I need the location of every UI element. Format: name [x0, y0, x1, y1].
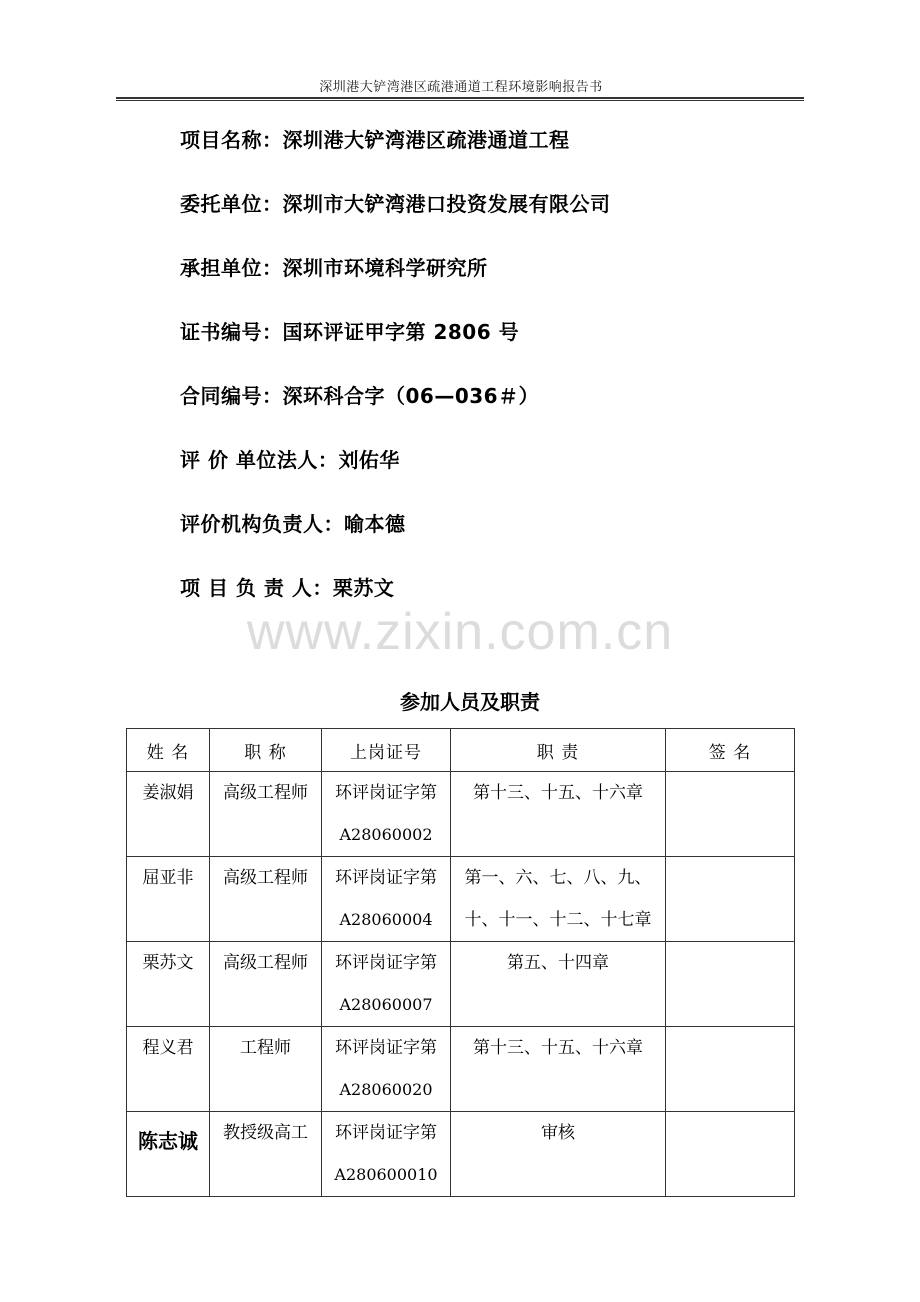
- info-label: 证书编号：: [180, 320, 283, 344]
- info-label: 项 目 负 责 人：: [180, 576, 333, 600]
- cert-prefix: 环评岗证字第: [335, 783, 437, 803]
- staff-name: 屈亚非: [142, 868, 194, 888]
- info-legal-rep: [180, 444, 400, 473]
- info-value: 栗苏文: [332, 576, 395, 600]
- table-title: 参加人员及职责: [400, 690, 540, 714]
- cell-signature: [666, 942, 795, 1027]
- cell-cert: [322, 1112, 451, 1197]
- cell-signature: [666, 1027, 795, 1112]
- table-row: [127, 942, 795, 1027]
- table-row: [127, 1112, 795, 1197]
- info-project-name: [180, 124, 570, 153]
- cert-prefix: 环评岗证字第: [335, 868, 437, 888]
- cert-prefix: 环评岗证字第: [335, 1038, 437, 1058]
- cert-prefix: 环评岗证字第: [335, 953, 437, 973]
- watermark: www.zixin.com.cn: [246, 603, 674, 661]
- cert-number: A28060020: [339, 1080, 433, 1099]
- info-value: 深圳港大铲湾港区疏港通道工程: [282, 128, 570, 152]
- duty-line-2: [451, 1154, 665, 1196]
- cell-duty: [451, 772, 666, 857]
- cell-cert: [322, 772, 451, 857]
- cell-title: [210, 772, 322, 857]
- info-label: 评 价 单位法人：: [180, 448, 339, 472]
- info-client: [180, 188, 611, 217]
- header-duty: 职 责: [451, 729, 666, 772]
- info-label: 承担单位：: [180, 256, 283, 280]
- cell-name: [127, 942, 210, 1027]
- table-header-row: [127, 729, 795, 772]
- cell-title: [210, 857, 322, 942]
- cert-number: A280600010: [334, 1165, 438, 1184]
- info-contract: [180, 380, 539, 409]
- cell-cert: [322, 1027, 451, 1112]
- cell-title: [210, 1027, 322, 1112]
- info-value: 深环科合字（06—036＃）: [282, 384, 540, 408]
- cert-number: A28060002: [339, 825, 433, 844]
- cell-duty: [451, 942, 666, 1027]
- info-certificate: [180, 316, 519, 345]
- cell-signature: [666, 857, 795, 942]
- info-value: 喻本德: [344, 512, 406, 536]
- table-row: [127, 857, 795, 942]
- duty-line-2: 十、十一、十二、十七章: [464, 910, 652, 930]
- table-row: [127, 1027, 795, 1112]
- info-value: 深圳市环境科学研究所: [282, 256, 488, 280]
- info-contractor: [180, 252, 488, 281]
- info-value: 刘佑华: [338, 448, 400, 472]
- duty-line-2: [451, 984, 665, 1026]
- duty-line-1: 审核: [541, 1123, 575, 1143]
- info-label: 合同编号：: [180, 384, 283, 408]
- cell-name: [127, 1112, 210, 1197]
- info-label: 项目名称：: [180, 128, 283, 152]
- cell-duty: [451, 1027, 666, 1112]
- cell-title: [210, 1112, 322, 1197]
- cert-number: A28060004: [339, 910, 433, 929]
- staff-title: 高级工程师: [223, 953, 308, 973]
- duty-line-1: 第十三、十五、十六章: [473, 783, 643, 803]
- cell-duty: [451, 1112, 666, 1197]
- table-row: [127, 772, 795, 857]
- staff-title: 高级工程师: [223, 868, 308, 888]
- header-name: 姓 名: [127, 729, 210, 772]
- duty-line-2: [451, 1069, 665, 1111]
- duty-line-1: 第一、六、七、八、九、: [464, 868, 652, 888]
- staff-name: 陈志诚: [138, 1129, 198, 1153]
- duty-line-1: 第十三、十五、十六章: [473, 1038, 643, 1058]
- running-header: 深圳港大铲湾港区疏港通道工程环境影响报告书: [319, 80, 603, 95]
- header-rule: [116, 97, 804, 101]
- staff-name: 程义君: [142, 1038, 194, 1058]
- info-label: 评价机构负责人：: [180, 512, 344, 536]
- info-agency-head: [180, 508, 406, 537]
- cell-name: [127, 857, 210, 942]
- staff-table: [126, 728, 795, 1197]
- cell-signature: [666, 772, 795, 857]
- cell-name: [127, 1027, 210, 1112]
- staff-title: 高级工程师: [223, 783, 308, 803]
- cell-signature: [666, 1112, 795, 1197]
- staff-name: 栗苏文: [142, 953, 194, 973]
- cell-cert: [322, 942, 451, 1027]
- cert-prefix: 环评岗证字第: [335, 1123, 437, 1143]
- duty-line-1: 第五、十四章: [507, 953, 609, 973]
- info-value: 国环评证甲字第 2806 号: [282, 320, 520, 344]
- cell-title: [210, 942, 322, 1027]
- header-title: 职 称: [210, 729, 322, 772]
- cert-number: A28060007: [339, 995, 433, 1014]
- staff-name: 姜淑娟: [142, 783, 194, 803]
- duty-line-2: [451, 814, 665, 856]
- header-cert: 上岗证号: [322, 729, 451, 772]
- staff-title: 工程师: [240, 1038, 291, 1058]
- header-signature: 签 名: [666, 729, 795, 772]
- cell-cert: [322, 857, 451, 942]
- staff-title: 教授级高工: [223, 1123, 308, 1143]
- info-project-lead: [180, 572, 394, 601]
- info-label: 委托单位：: [180, 192, 283, 216]
- cell-name: [127, 772, 210, 857]
- info-value: 深圳市大铲湾港口投资发展有限公司: [282, 192, 611, 216]
- cell-duty: [451, 857, 666, 942]
